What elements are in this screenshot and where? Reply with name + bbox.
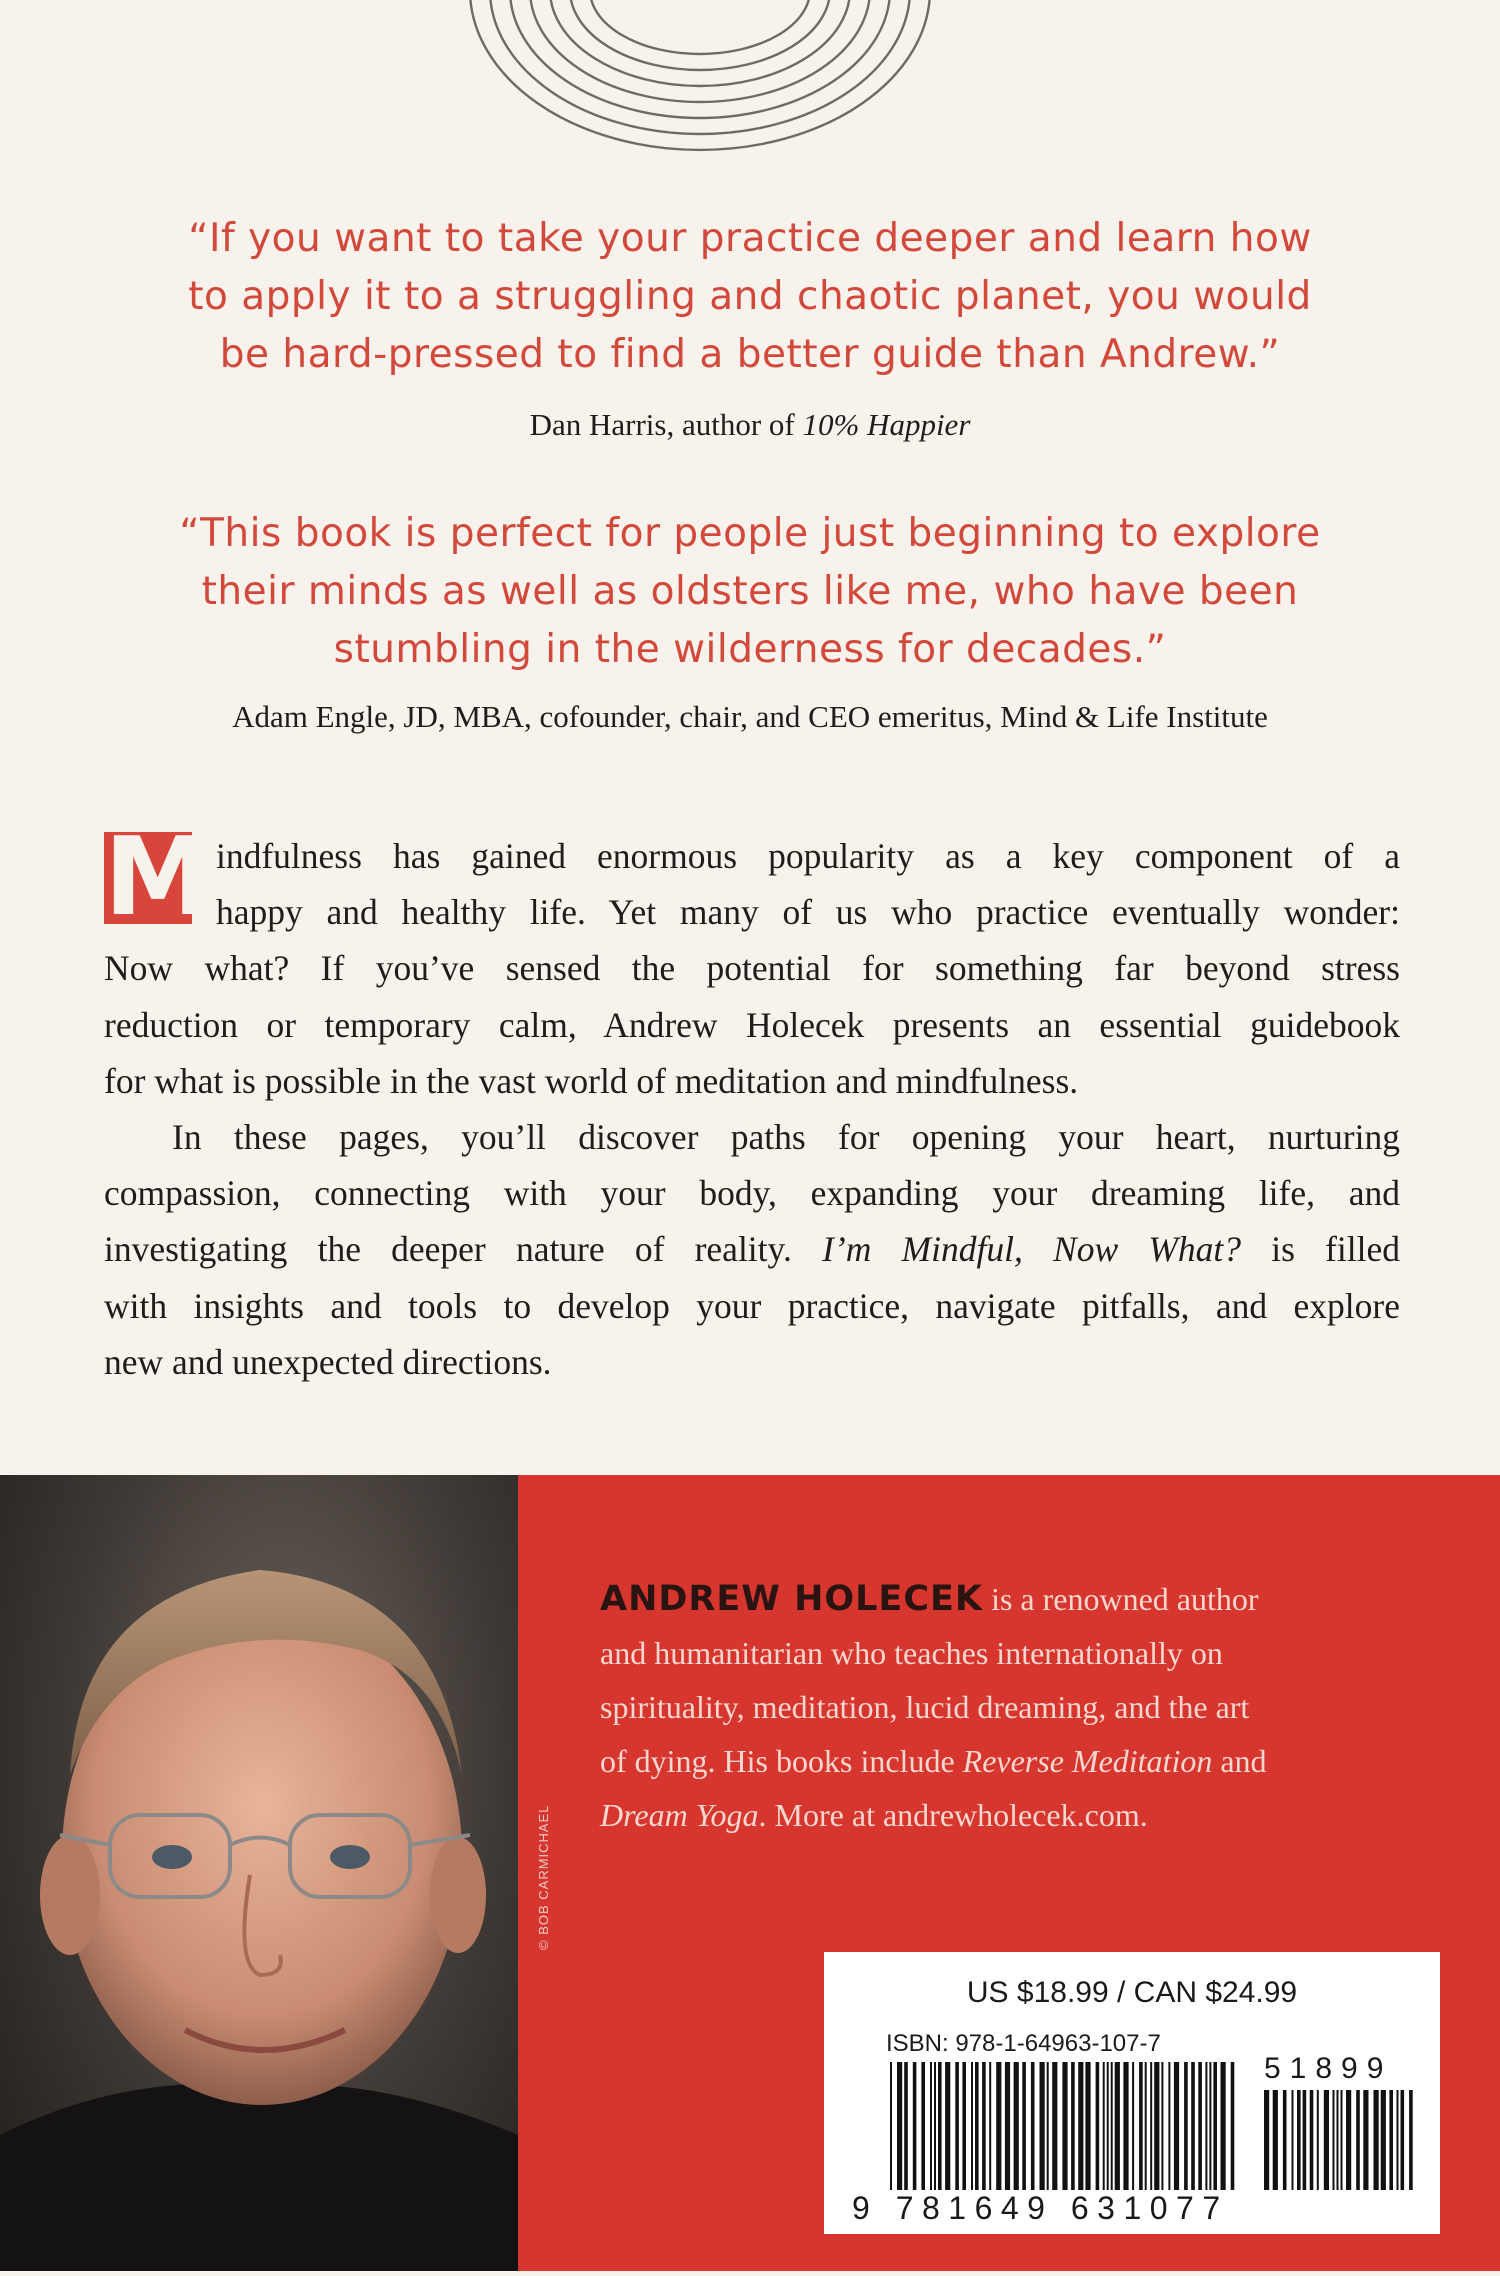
- barcode-bar: [1310, 2090, 1314, 2190]
- barcode-bar: [1198, 2062, 1202, 2190]
- price-label: US $18.99 / CAN $24.99: [966, 1976, 1298, 2009]
- quote-line: “This book is perfect for people just beginning to explore: [179, 511, 1321, 556]
- description-line: indfulness has gained enormous popularity as a key component of a: [216, 836, 1400, 876]
- barcode-bar: [1341, 2090, 1343, 2190]
- endorsement-quote-2: [60, 505, 1440, 679]
- quote-line: stumbling in the wilderness for decades.”: [333, 627, 1167, 672]
- barcode-bar: [955, 2062, 959, 2190]
- barcode-bar: [930, 2062, 932, 2190]
- barcode-bar: [996, 2062, 1001, 2190]
- barcode-box: [824, 1952, 1440, 2234]
- description-line: compassion, connecting with your body, expanding your dreaming life, and: [104, 1173, 1400, 1214]
- barcode-digits: 9 781649 631077: [852, 2190, 1229, 2226]
- author-bio: [600, 1572, 1420, 1842]
- attribution-text: Dan Harris, author of: [529, 407, 795, 442]
- barcode-bar: [1401, 2090, 1405, 2190]
- author-name: ANDREW HOLECEK: [600, 1579, 984, 1619]
- bio-text: . More at andrewholecek.com.: [758, 1797, 1148, 1833]
- barcode-bar: [989, 2062, 991, 2190]
- barcode-bar: [1096, 2062, 1100, 2190]
- barcode-bar: [1132, 2062, 1134, 2190]
- description-line: [104, 1221, 1400, 1277]
- barcode-bar: [1381, 2090, 1386, 2190]
- bio-line: and humanitarian who teaches internationally on: [600, 1635, 1223, 1671]
- book-description: [104, 815, 1401, 1390]
- barcode-bar: [1154, 2062, 1159, 2190]
- barcode-bar: [1397, 2090, 1399, 2190]
- description-line: In these pages, you’ll discover paths for opening your heart, nurturing: [172, 1117, 1400, 1158]
- quote-line: their minds as well as oldsters like me, who have been: [201, 569, 1299, 614]
- description-line: for what is possible in the vast world of meditation and mindfulness.: [104, 1060, 1079, 1101]
- barcode-bar: [1209, 2062, 1211, 2190]
- barcode-bar: [1221, 2062, 1226, 2190]
- barcode-bar: [1213, 2062, 1217, 2190]
- barcode-bar: [1231, 2062, 1235, 2190]
- author-portrait-illustration: [0, 1475, 518, 2271]
- barcode-bar: [1022, 2062, 1026, 2190]
- endorsement-quote-1: [60, 210, 1440, 384]
- bio-line: spirituality, meditation, lucid dreaming, and the art: [600, 1689, 1250, 1725]
- barcode-bar: [1333, 2090, 1335, 2190]
- author-photo: [0, 1475, 518, 2271]
- description-line: Now what? If you’ve sensed the potential for something far beyond stress: [104, 948, 1400, 989]
- description-line: new and unexpected directions.: [104, 1341, 552, 1382]
- barcode-bar: [1150, 2062, 1152, 2190]
- barcode-bar: [1014, 2062, 1019, 2190]
- barcode-bar: [1062, 2062, 1067, 2190]
- barcode-bar: [1184, 2062, 1188, 2190]
- barcode-bar: [1292, 2090, 1294, 2190]
- barcode-bar: [1040, 2062, 1045, 2190]
- bio-line: [600, 1788, 1420, 1842]
- barcode-bar: [1297, 2090, 1301, 2190]
- photo-credit: © BOB CARMICHAEL: [536, 1804, 551, 1950]
- description-line: with insights and tools to develop your practice, navigate pitfalls, and explore: [104, 1285, 1400, 1326]
- bio-text: is a renowned author: [991, 1581, 1259, 1617]
- barcode-bar: [1356, 2090, 1360, 2190]
- barcode-bar: [1273, 2090, 1278, 2190]
- isbn-label: ISBN: 978-1-64963-107-7: [886, 2030, 1161, 2057]
- barcode-bar: [945, 2062, 950, 2190]
- barcode-bar: [1409, 2090, 1413, 2190]
- endorsement-attribution-1: [40, 407, 1460, 443]
- barcode-bar: [1337, 2090, 1339, 2190]
- bio-text: of dying. His books include: [600, 1743, 955, 1779]
- barcode-bar: [897, 2062, 902, 2190]
- book-title: Reverse Meditation: [962, 1743, 1213, 1779]
- barcode-bar: [1115, 2062, 1120, 2190]
- barcode-bar: [1363, 2090, 1368, 2190]
- attribution-work-title: 10% Happier: [802, 407, 971, 442]
- barcode-bar: [1111, 2062, 1113, 2190]
- barcode-bar: [1168, 2062, 1170, 2190]
- barcode-bar: [1317, 2090, 1319, 2190]
- description-line: reduction or temporary calm, Andrew Holecek presents an essential guidebook: [104, 1004, 1400, 1045]
- barcode-bar: [1005, 2062, 1010, 2190]
- bio-line: [600, 1734, 1420, 1788]
- barcode-bar: [1324, 2090, 1329, 2190]
- barcode-bar: [938, 2062, 942, 2190]
- barcode-bar: [1071, 2062, 1075, 2190]
- barcode-bar: [1031, 2062, 1035, 2190]
- drop-cap: M: [104, 815, 212, 940]
- quote-line: be hard-pressed to find a better guide than Andrew.”: [219, 332, 1281, 377]
- barcode-bar: [1191, 2062, 1195, 2190]
- barcode-bar: [921, 2062, 925, 2190]
- bio-line: [600, 1572, 1420, 1626]
- barcode-bar: [904, 2062, 908, 2190]
- barcode-bar: [934, 2062, 936, 2190]
- barcode-bar: [1103, 2062, 1105, 2190]
- endorsement-attribution-2: [40, 699, 1460, 735]
- barcode-bar: [1078, 2062, 1083, 2190]
- barcode-bar: [1052, 2062, 1057, 2190]
- book-title: I’m Mindful, Now What?: [822, 1229, 1242, 1270]
- barcode-bar: [1389, 2090, 1393, 2190]
- description-text: is filled: [1271, 1229, 1401, 1270]
- barcode-bar: [982, 2062, 986, 2190]
- description-text: investigating the deeper nature of reality.: [104, 1229, 792, 1270]
- barcode-bar: [890, 2062, 892, 2190]
- barcode-bar: [1264, 2090, 1269, 2190]
- barcode-bar: [1139, 2062, 1143, 2190]
- barcode-bar: [1205, 2062, 1207, 2190]
- barcode-bar: [1346, 2090, 1351, 2190]
- barcode-addon-digits: 51899: [1264, 2052, 1393, 2085]
- barcode-bar: [1283, 2090, 1287, 2190]
- book-title: Dream Yoga: [600, 1797, 759, 1833]
- barcode-bar: [1085, 2062, 1090, 2190]
- description-line: happy and healthy life. Yet many of us who practice eventually wonder:: [216, 892, 1400, 933]
- quote-line: “If you want to take your practice deeper and learn how: [188, 216, 1312, 261]
- barcode-bar: [975, 2062, 979, 2190]
- barcode-bar: [1303, 2090, 1307, 2190]
- barcode-bar: [1047, 2062, 1049, 2190]
- barcode-bar: [1123, 2062, 1128, 2190]
- quote-line: to apply it to a struggling and chaotic planet, you would: [188, 274, 1312, 319]
- barcode-bar: [913, 2062, 917, 2190]
- attribution-text: Adam Engle, JD, MBA, cofounder, chair, and CEO emeritus, Mind & Life Institute: [232, 699, 1268, 734]
- barcode-bar: [971, 2062, 973, 2190]
- barcode-bar: [1107, 2062, 1109, 2190]
- barcode-bar: [1145, 2062, 1147, 2190]
- barcode-bar: [1174, 2062, 1179, 2190]
- concentric-rings-graphic: [0, 0, 1500, 170]
- barcode-bar: [1161, 2062, 1163, 2190]
- barcode-bar: [1374, 2090, 1379, 2190]
- barcode-bar: [962, 2062, 966, 2190]
- bio-text: and: [1220, 1743, 1267, 1779]
